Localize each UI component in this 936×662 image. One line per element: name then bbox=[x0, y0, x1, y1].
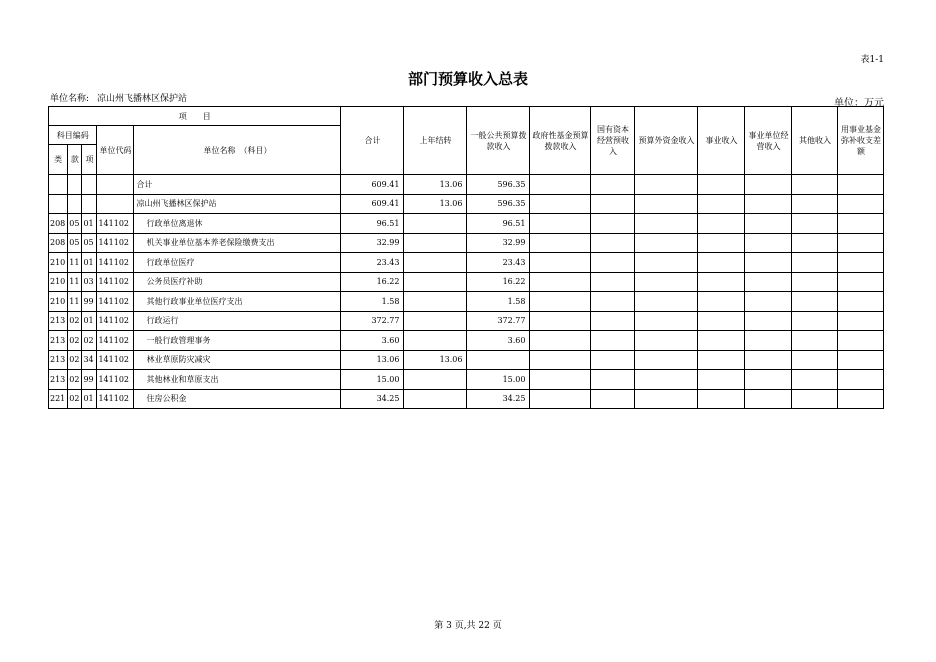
table-row bbox=[49, 272, 884, 292]
cell-general-budget: 596.35 bbox=[467, 194, 530, 214]
cell-carryover bbox=[404, 370, 467, 390]
cell-state-capital bbox=[591, 331, 635, 351]
cell-business-unit-income bbox=[745, 175, 792, 195]
cell-general-budget: 34.25 bbox=[467, 389, 530, 409]
cell-gov-fund bbox=[530, 272, 591, 292]
cell-xiang: 34 bbox=[82, 350, 97, 370]
cell-general-budget: 32.99 bbox=[467, 233, 530, 253]
page-footer: 第 3 页,共 22 页 bbox=[434, 621, 502, 631]
cell-business-income bbox=[698, 233, 745, 253]
cell-gov-fund bbox=[530, 214, 591, 234]
table-row bbox=[49, 292, 884, 312]
header-subject-code: 科目编码 bbox=[49, 126, 97, 145]
table-row bbox=[49, 331, 884, 351]
cell-lei: 213 bbox=[49, 370, 68, 390]
cell-total: 15.00 bbox=[341, 370, 404, 390]
cell-extra-budget bbox=[635, 272, 698, 292]
table-row bbox=[49, 214, 884, 234]
cell-other-income bbox=[792, 175, 838, 195]
cell-state-capital bbox=[591, 389, 635, 409]
cell-fund-compensation bbox=[838, 389, 884, 409]
cell-business-income bbox=[698, 194, 745, 214]
table-row bbox=[49, 233, 884, 253]
cell-business-unit-income bbox=[745, 292, 792, 312]
cell-unit-name: 其他行政事业单位医疗支出 bbox=[134, 292, 341, 312]
cell-gov-fund bbox=[530, 233, 591, 253]
cell-kuan: 05 bbox=[68, 233, 82, 253]
cell-lei: 208 bbox=[49, 214, 68, 234]
cell-xiang: 02 bbox=[82, 331, 97, 351]
cell-carryover bbox=[404, 253, 467, 273]
cell-unit-code: 141102 bbox=[97, 350, 134, 370]
cell-fund-compensation bbox=[838, 175, 884, 195]
cell-lei: 210 bbox=[49, 253, 68, 273]
cell-general-budget: 15.00 bbox=[467, 370, 530, 390]
cell-fund-compensation bbox=[838, 253, 884, 273]
cell-carryover bbox=[404, 331, 467, 351]
cell-carryover bbox=[404, 272, 467, 292]
cell-extra-budget bbox=[635, 175, 698, 195]
cell-business-income bbox=[698, 292, 745, 312]
cell-gov-fund bbox=[530, 350, 591, 370]
cell-general-budget: 16.22 bbox=[467, 272, 530, 292]
cell-unit-code: 141102 bbox=[97, 311, 134, 331]
cell-kuan: 02 bbox=[68, 389, 82, 409]
cell-general-budget: 596.35 bbox=[467, 175, 530, 195]
cell-business-unit-income bbox=[745, 389, 792, 409]
cell-state-capital bbox=[591, 292, 635, 312]
cell-state-capital bbox=[591, 253, 635, 273]
cell-other-income bbox=[792, 214, 838, 234]
cell-state-capital bbox=[591, 272, 635, 292]
cell-unit-name: 住房公积金 bbox=[134, 389, 341, 409]
cell-general-budget: 372.77 bbox=[467, 311, 530, 331]
cell-total: 32.99 bbox=[341, 233, 404, 253]
header-lei: 类 bbox=[49, 145, 68, 175]
cell-unit-name: 其他林业和草原支出 bbox=[134, 370, 341, 390]
cell-unit-code: 141102 bbox=[97, 214, 134, 234]
cell-fund-compensation bbox=[838, 350, 884, 370]
cell-xiang: 01 bbox=[82, 389, 97, 409]
cell-business-income bbox=[698, 175, 745, 195]
cell-other-income bbox=[792, 272, 838, 292]
cell-lei: 208 bbox=[49, 233, 68, 253]
cell-unit-code: 141102 bbox=[97, 253, 134, 273]
cell-other-income bbox=[792, 194, 838, 214]
cell-other-income bbox=[792, 389, 838, 409]
cell-carryover: 13.06 bbox=[404, 350, 467, 370]
cell-lei: 210 bbox=[49, 292, 68, 312]
table-body bbox=[49, 175, 884, 409]
cell-fund-compensation bbox=[838, 331, 884, 351]
cell-unit-code: 141102 bbox=[97, 272, 134, 292]
table-row bbox=[49, 253, 884, 273]
cell-business-unit-income bbox=[745, 350, 792, 370]
cell-xiang: 01 bbox=[82, 214, 97, 234]
cell-extra-budget bbox=[635, 292, 698, 312]
cell-business-income bbox=[698, 253, 745, 273]
cell-state-capital bbox=[591, 194, 635, 214]
cell-other-income bbox=[792, 331, 838, 351]
table-row bbox=[49, 175, 884, 195]
header-project: 项 目 bbox=[49, 107, 341, 126]
cell-extra-budget bbox=[635, 331, 698, 351]
table-row bbox=[49, 194, 884, 214]
cell-carryover bbox=[404, 233, 467, 253]
table-reference: 表1-1 bbox=[860, 55, 884, 65]
cell-fund-compensation bbox=[838, 214, 884, 234]
cell-xiang: 99 bbox=[82, 370, 97, 390]
header-total: 合计 bbox=[341, 107, 404, 175]
cell-business-unit-income bbox=[745, 311, 792, 331]
cell-other-income bbox=[792, 370, 838, 390]
header-fund-compensation: 用事业基金弥补收支差额 bbox=[838, 107, 884, 175]
unit-label: 单位：万元 bbox=[834, 98, 884, 109]
cell-carryover bbox=[404, 292, 467, 312]
cell-kuan: 05 bbox=[68, 214, 82, 234]
cell-kuan: 11 bbox=[68, 292, 82, 312]
cell-gov-fund bbox=[530, 331, 591, 351]
cell-business-income bbox=[698, 311, 745, 331]
header-carryover: 上年结转 bbox=[404, 107, 467, 175]
cell-unit-code: 141102 bbox=[97, 331, 134, 351]
header-kuan: 款 bbox=[68, 145, 82, 175]
cell-business-income bbox=[698, 389, 745, 409]
cell-state-capital bbox=[591, 175, 635, 195]
cell-unit-name: 林业草原防灾减灾 bbox=[134, 350, 341, 370]
cell-fund-compensation bbox=[838, 272, 884, 292]
cell-total: 34.25 bbox=[341, 389, 404, 409]
cell-general-budget: 96.51 bbox=[467, 214, 530, 234]
cell-carryover: 13.06 bbox=[404, 175, 467, 195]
cell-gov-fund bbox=[530, 389, 591, 409]
cell-state-capital bbox=[591, 233, 635, 253]
cell-lei bbox=[49, 175, 68, 195]
unit-name-line bbox=[50, 91, 187, 104]
cell-business-unit-income bbox=[745, 331, 792, 351]
cell-lei: 221 bbox=[49, 389, 68, 409]
cell-business-unit-income bbox=[745, 233, 792, 253]
cell-business-unit-income bbox=[745, 272, 792, 292]
header-state-capital: 国有资本经营预收入 bbox=[591, 107, 635, 175]
cell-extra-budget bbox=[635, 253, 698, 273]
cell-kuan: 02 bbox=[68, 370, 82, 390]
cell-general-budget: 23.43 bbox=[467, 253, 530, 273]
cell-xiang: 05 bbox=[82, 233, 97, 253]
cell-kuan: 11 bbox=[68, 272, 82, 292]
cell-business-unit-income bbox=[745, 214, 792, 234]
cell-lei: 213 bbox=[49, 311, 68, 331]
header-extra-budget: 预算外资金收入 bbox=[635, 107, 698, 175]
cell-unit-name: 合计 bbox=[134, 175, 341, 195]
cell-state-capital bbox=[591, 214, 635, 234]
cell-lei: 213 bbox=[49, 350, 68, 370]
cell-fund-compensation bbox=[838, 194, 884, 214]
header-general-budget: 一般公共预算拨款收入 bbox=[467, 107, 530, 175]
table-row bbox=[49, 311, 884, 331]
page-title: 部门预算收入总表 bbox=[407, 70, 528, 88]
cell-kuan bbox=[68, 194, 82, 214]
cell-extra-budget bbox=[635, 214, 698, 234]
cell-xiang: 01 bbox=[82, 311, 97, 331]
cell-general-budget: 1.58 bbox=[467, 292, 530, 312]
cell-carryover bbox=[404, 311, 467, 331]
header-other-income: 其他收入 bbox=[792, 107, 838, 175]
cell-extra-budget bbox=[635, 311, 698, 331]
cell-fund-compensation bbox=[838, 311, 884, 331]
cell-unit-name: 公务员医疗补助 bbox=[134, 272, 341, 292]
cell-total: 96.51 bbox=[341, 214, 404, 234]
cell-business-unit-income bbox=[745, 253, 792, 273]
cell-total: 1.58 bbox=[341, 292, 404, 312]
cell-business-income bbox=[698, 350, 745, 370]
header-business-income: 事业收入 bbox=[698, 107, 745, 175]
header-unit-name: 单位名称 （科目） bbox=[134, 126, 341, 175]
cell-unit-name: 一般行政管理事务 bbox=[134, 331, 341, 351]
cell-total: 609.41 bbox=[341, 194, 404, 214]
cell-xiang: 01 bbox=[82, 253, 97, 273]
unit-name-value: 凉山州飞播林区保护站 bbox=[97, 94, 188, 104]
cell-other-income bbox=[792, 233, 838, 253]
header-gov-fund: 政府性基金预算拨款收入 bbox=[530, 107, 591, 175]
cell-unit-code: 141102 bbox=[97, 389, 134, 409]
cell-unit-code bbox=[97, 175, 134, 195]
header-business-unit-income: 事业单位经营收入 bbox=[745, 107, 792, 175]
cell-kuan: 02 bbox=[68, 331, 82, 351]
cell-business-unit-income bbox=[745, 370, 792, 390]
cell-business-income bbox=[698, 272, 745, 292]
budget-income-table bbox=[48, 106, 884, 409]
cell-carryover bbox=[404, 389, 467, 409]
cell-lei: 213 bbox=[49, 331, 68, 351]
header-unit-code: 单位代码 bbox=[97, 126, 134, 175]
cell-xiang: 03 bbox=[82, 272, 97, 292]
cell-lei bbox=[49, 194, 68, 214]
cell-carryover bbox=[404, 214, 467, 234]
cell-unit-name: 行政单位离退休 bbox=[134, 214, 341, 234]
cell-unit-code: 141102 bbox=[97, 370, 134, 390]
cell-general-budget: 3.60 bbox=[467, 331, 530, 351]
cell-xiang: 99 bbox=[82, 292, 97, 312]
cell-unit-name: 机关事业单位基本养老保险缴费支出 bbox=[134, 233, 341, 253]
cell-kuan: 02 bbox=[68, 350, 82, 370]
cell-extra-budget bbox=[635, 233, 698, 253]
cell-business-income bbox=[698, 214, 745, 234]
header-xiang: 项 bbox=[82, 145, 97, 175]
cell-xiang bbox=[82, 194, 97, 214]
cell-business-income bbox=[698, 331, 745, 351]
cell-gov-fund bbox=[530, 292, 591, 312]
cell-other-income bbox=[792, 253, 838, 273]
cell-lei: 210 bbox=[49, 272, 68, 292]
cell-total: 13.06 bbox=[341, 350, 404, 370]
cell-kuan bbox=[68, 175, 82, 195]
cell-kuan: 11 bbox=[68, 253, 82, 273]
cell-gov-fund bbox=[530, 194, 591, 214]
cell-extra-budget bbox=[635, 389, 698, 409]
cell-state-capital bbox=[591, 370, 635, 390]
cell-unit-code: 141102 bbox=[97, 292, 134, 312]
cell-gov-fund bbox=[530, 253, 591, 273]
cell-gov-fund bbox=[530, 175, 591, 195]
cell-total: 16.22 bbox=[341, 272, 404, 292]
cell-state-capital bbox=[591, 350, 635, 370]
cell-fund-compensation bbox=[838, 292, 884, 312]
cell-kuan: 02 bbox=[68, 311, 82, 331]
cell-gov-fund bbox=[530, 311, 591, 331]
cell-business-income bbox=[698, 370, 745, 390]
cell-total: 3.60 bbox=[341, 331, 404, 351]
cell-other-income bbox=[792, 311, 838, 331]
cell-carryover: 13.06 bbox=[404, 194, 467, 214]
table-row bbox=[49, 389, 884, 409]
cell-total: 23.43 bbox=[341, 253, 404, 273]
cell-unit-name: 行政单位医疗 bbox=[134, 253, 341, 273]
cell-fund-compensation bbox=[838, 233, 884, 253]
cell-gov-fund bbox=[530, 370, 591, 390]
unit-name-label: 单位名称: bbox=[50, 94, 90, 104]
cell-state-capital bbox=[591, 311, 635, 331]
cell-unit-code: 141102 bbox=[97, 233, 134, 253]
table-row bbox=[49, 370, 884, 390]
cell-xiang bbox=[82, 175, 97, 195]
cell-unit-code bbox=[97, 194, 134, 214]
cell-total: 609.41 bbox=[341, 175, 404, 195]
cell-total: 372.77 bbox=[341, 311, 404, 331]
table-row bbox=[49, 350, 884, 370]
cell-extra-budget bbox=[635, 370, 698, 390]
cell-business-unit-income bbox=[745, 194, 792, 214]
cell-extra-budget bbox=[635, 194, 698, 214]
cell-fund-compensation bbox=[838, 370, 884, 390]
cell-other-income bbox=[792, 292, 838, 312]
cell-extra-budget bbox=[635, 350, 698, 370]
cell-general-budget bbox=[467, 350, 530, 370]
cell-unit-name: 凉山州飞播林区保护站 bbox=[134, 194, 341, 214]
cell-other-income bbox=[792, 350, 838, 370]
cell-unit-name: 行政运行 bbox=[134, 311, 341, 331]
